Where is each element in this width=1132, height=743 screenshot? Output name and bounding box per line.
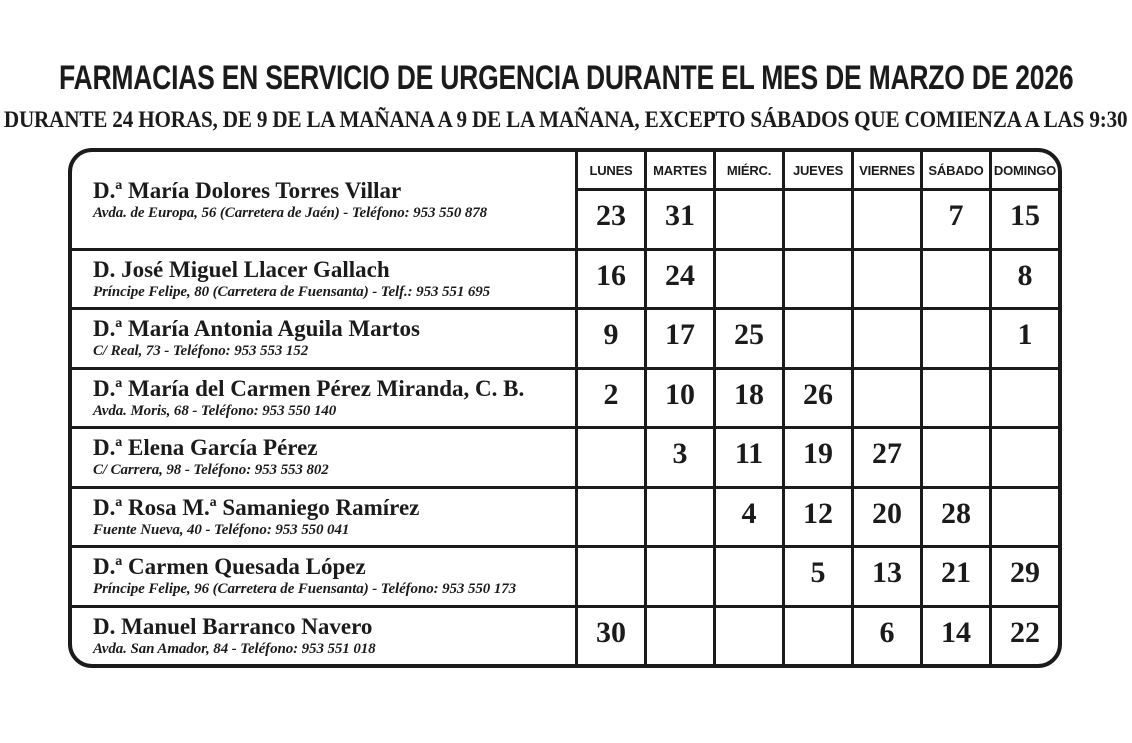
duty-day-cell bbox=[989, 367, 1058, 427]
duty-day-cell: 23 bbox=[575, 188, 644, 248]
duty-day-cell: 12 bbox=[782, 486, 851, 546]
pharmacy-name: D. José Miguel Llacer Gallach bbox=[93, 256, 390, 282]
duty-schedule-table bbox=[68, 148, 1062, 668]
duty-day-cell bbox=[989, 426, 1058, 486]
pharmacy-address: Avda. Moris, 68 - Teléfono: 953 550 140 bbox=[93, 402, 337, 419]
duty-day-cell: 16 bbox=[575, 248, 644, 308]
duty-day-cell: 18 bbox=[713, 367, 782, 427]
pharmacy-name: D.ª María Antonia Aguila Martos bbox=[93, 316, 420, 342]
pharmacy-address: Príncipe Felipe, 80 (Carretera de Fuensanta) - Telf.: 953 551 695 bbox=[93, 283, 491, 300]
duty-day-cell: 9 bbox=[575, 307, 644, 367]
duty-day-cell: 20 bbox=[851, 486, 920, 546]
duty-day-cell: 10 bbox=[644, 367, 713, 427]
duty-day-cell bbox=[851, 367, 920, 427]
page-title: FARMACIAS EN SERVICIO DE URGENCIA DURANTE EL MES DE MARZO DE 2026 bbox=[58, 59, 1074, 97]
duty-day-cell: 22 bbox=[989, 605, 1058, 665]
page-subtitle: DURANTE 24 HORAS, DE 9 DE LA MAÑANA A 9 DE LA MAÑANA, EXCEPTO SÁBADOS QUE COMIENZA A LAS 9:30 bbox=[4, 107, 1128, 132]
day-header-2: MARTES bbox=[644, 152, 713, 188]
duty-day-cell: 17 bbox=[644, 307, 713, 367]
duty-day-cell: 19 bbox=[782, 426, 851, 486]
pharmacy-address: C/ Carrera, 98 - Teléfono: 953 553 802 bbox=[93, 462, 329, 479]
duty-day-cell bbox=[713, 188, 782, 248]
duty-day-cell bbox=[851, 307, 920, 367]
pharmacy-address: Fuente Nueva, 40 - Teléfono: 953 550 041 bbox=[93, 521, 350, 538]
duty-day-cell bbox=[782, 605, 851, 665]
duty-day-cell: 6 bbox=[851, 605, 920, 665]
day-header-1: LUNES bbox=[575, 152, 644, 188]
duty-day-cell: 28 bbox=[920, 486, 989, 546]
duty-day-cell bbox=[851, 188, 920, 248]
pharmacy-address: C/ Real, 73 - Teléfono: 953 553 152 bbox=[93, 343, 309, 360]
pharmacy-cell bbox=[72, 486, 575, 546]
duty-day-cell bbox=[575, 486, 644, 546]
pharmacy-name: D.ª María Dolores Torres Villar bbox=[93, 177, 402, 203]
duty-day-cell: 4 bbox=[713, 486, 782, 546]
duty-day-cell: 14 bbox=[920, 605, 989, 665]
duty-day-cell: 27 bbox=[851, 426, 920, 486]
pharmacy-name: D.ª Carmen Quesada López bbox=[93, 554, 366, 580]
pharmacy-cell bbox=[72, 426, 575, 486]
title-row bbox=[0, 58, 1132, 98]
duty-day-cell bbox=[920, 248, 989, 308]
pharmacy-name: D.ª María del Carmen Pérez Miranda, C. B. bbox=[93, 375, 525, 401]
duty-day-cell: 30 bbox=[575, 605, 644, 665]
duty-day-cell bbox=[575, 426, 644, 486]
duty-day-cell: 13 bbox=[851, 545, 920, 605]
pharmacy-address: Avda. San Amador, 84 - Teléfono: 953 551 018 bbox=[93, 640, 376, 657]
duty-day-cell: 8 bbox=[989, 248, 1058, 308]
pharmacy-cell bbox=[72, 605, 575, 665]
pharmacy-cell bbox=[72, 367, 575, 427]
duty-day-cell bbox=[782, 307, 851, 367]
duty-day-cell bbox=[713, 605, 782, 665]
pharmacy-name: D. Manuel Barranco Navero bbox=[93, 613, 373, 639]
duty-day-cell: 11 bbox=[713, 426, 782, 486]
duty-day-cell: 7 bbox=[920, 188, 989, 248]
duty-day-cell bbox=[782, 188, 851, 248]
duty-day-cell: 21 bbox=[920, 545, 989, 605]
duty-day-cell: 2 bbox=[575, 367, 644, 427]
duty-day-cell bbox=[713, 248, 782, 308]
day-header-5: VIERNES bbox=[851, 152, 920, 188]
duty-day-cell bbox=[920, 307, 989, 367]
duty-day-cell: 25 bbox=[713, 307, 782, 367]
duty-day-cell: 24 bbox=[644, 248, 713, 308]
day-header-4: JUEVES bbox=[782, 152, 851, 188]
pharmacy-address: Avda. de Europa, 56 (Carretera de Jaén) - Teléfono: 953 550 878 bbox=[93, 204, 488, 221]
day-header-7: DOMINGO bbox=[989, 152, 1058, 188]
day-header-6: SÁBADO bbox=[920, 152, 989, 188]
duty-day-cell bbox=[644, 545, 713, 605]
pharmacy-name: D.ª Rosa M.ª Samaniego Ramírez bbox=[93, 494, 420, 520]
duty-day-cell bbox=[920, 426, 989, 486]
duty-day-cell bbox=[920, 367, 989, 427]
pharmacy-cell bbox=[72, 248, 575, 308]
duty-day-cell: 31 bbox=[644, 188, 713, 248]
subtitle-row bbox=[0, 104, 1132, 136]
pharmacy-cell bbox=[72, 152, 575, 248]
duty-day-cell bbox=[644, 605, 713, 665]
duty-day-cell: 5 bbox=[782, 545, 851, 605]
day-header-3: MIÉRC. bbox=[713, 152, 782, 188]
duty-day-cell bbox=[851, 248, 920, 308]
pharmacy-cell bbox=[72, 545, 575, 605]
duty-day-cell bbox=[989, 486, 1058, 546]
pharmacy-name: D.ª Elena García Pérez bbox=[93, 435, 318, 461]
duty-day-cell: 1 bbox=[989, 307, 1058, 367]
pharmacy-cell bbox=[72, 307, 575, 367]
duty-day-cell bbox=[575, 545, 644, 605]
duty-day-cell: 15 bbox=[989, 188, 1058, 248]
duty-day-cell bbox=[713, 545, 782, 605]
duty-day-cell bbox=[782, 248, 851, 308]
duty-day-cell: 3 bbox=[644, 426, 713, 486]
duty-day-cell bbox=[644, 486, 713, 546]
duty-day-cell: 29 bbox=[989, 545, 1058, 605]
duty-day-cell: 26 bbox=[782, 367, 851, 427]
pharmacy-address: Príncipe Felipe, 96 (Carretera de Fuensanta) - Teléfono: 953 550 173 bbox=[93, 581, 517, 598]
